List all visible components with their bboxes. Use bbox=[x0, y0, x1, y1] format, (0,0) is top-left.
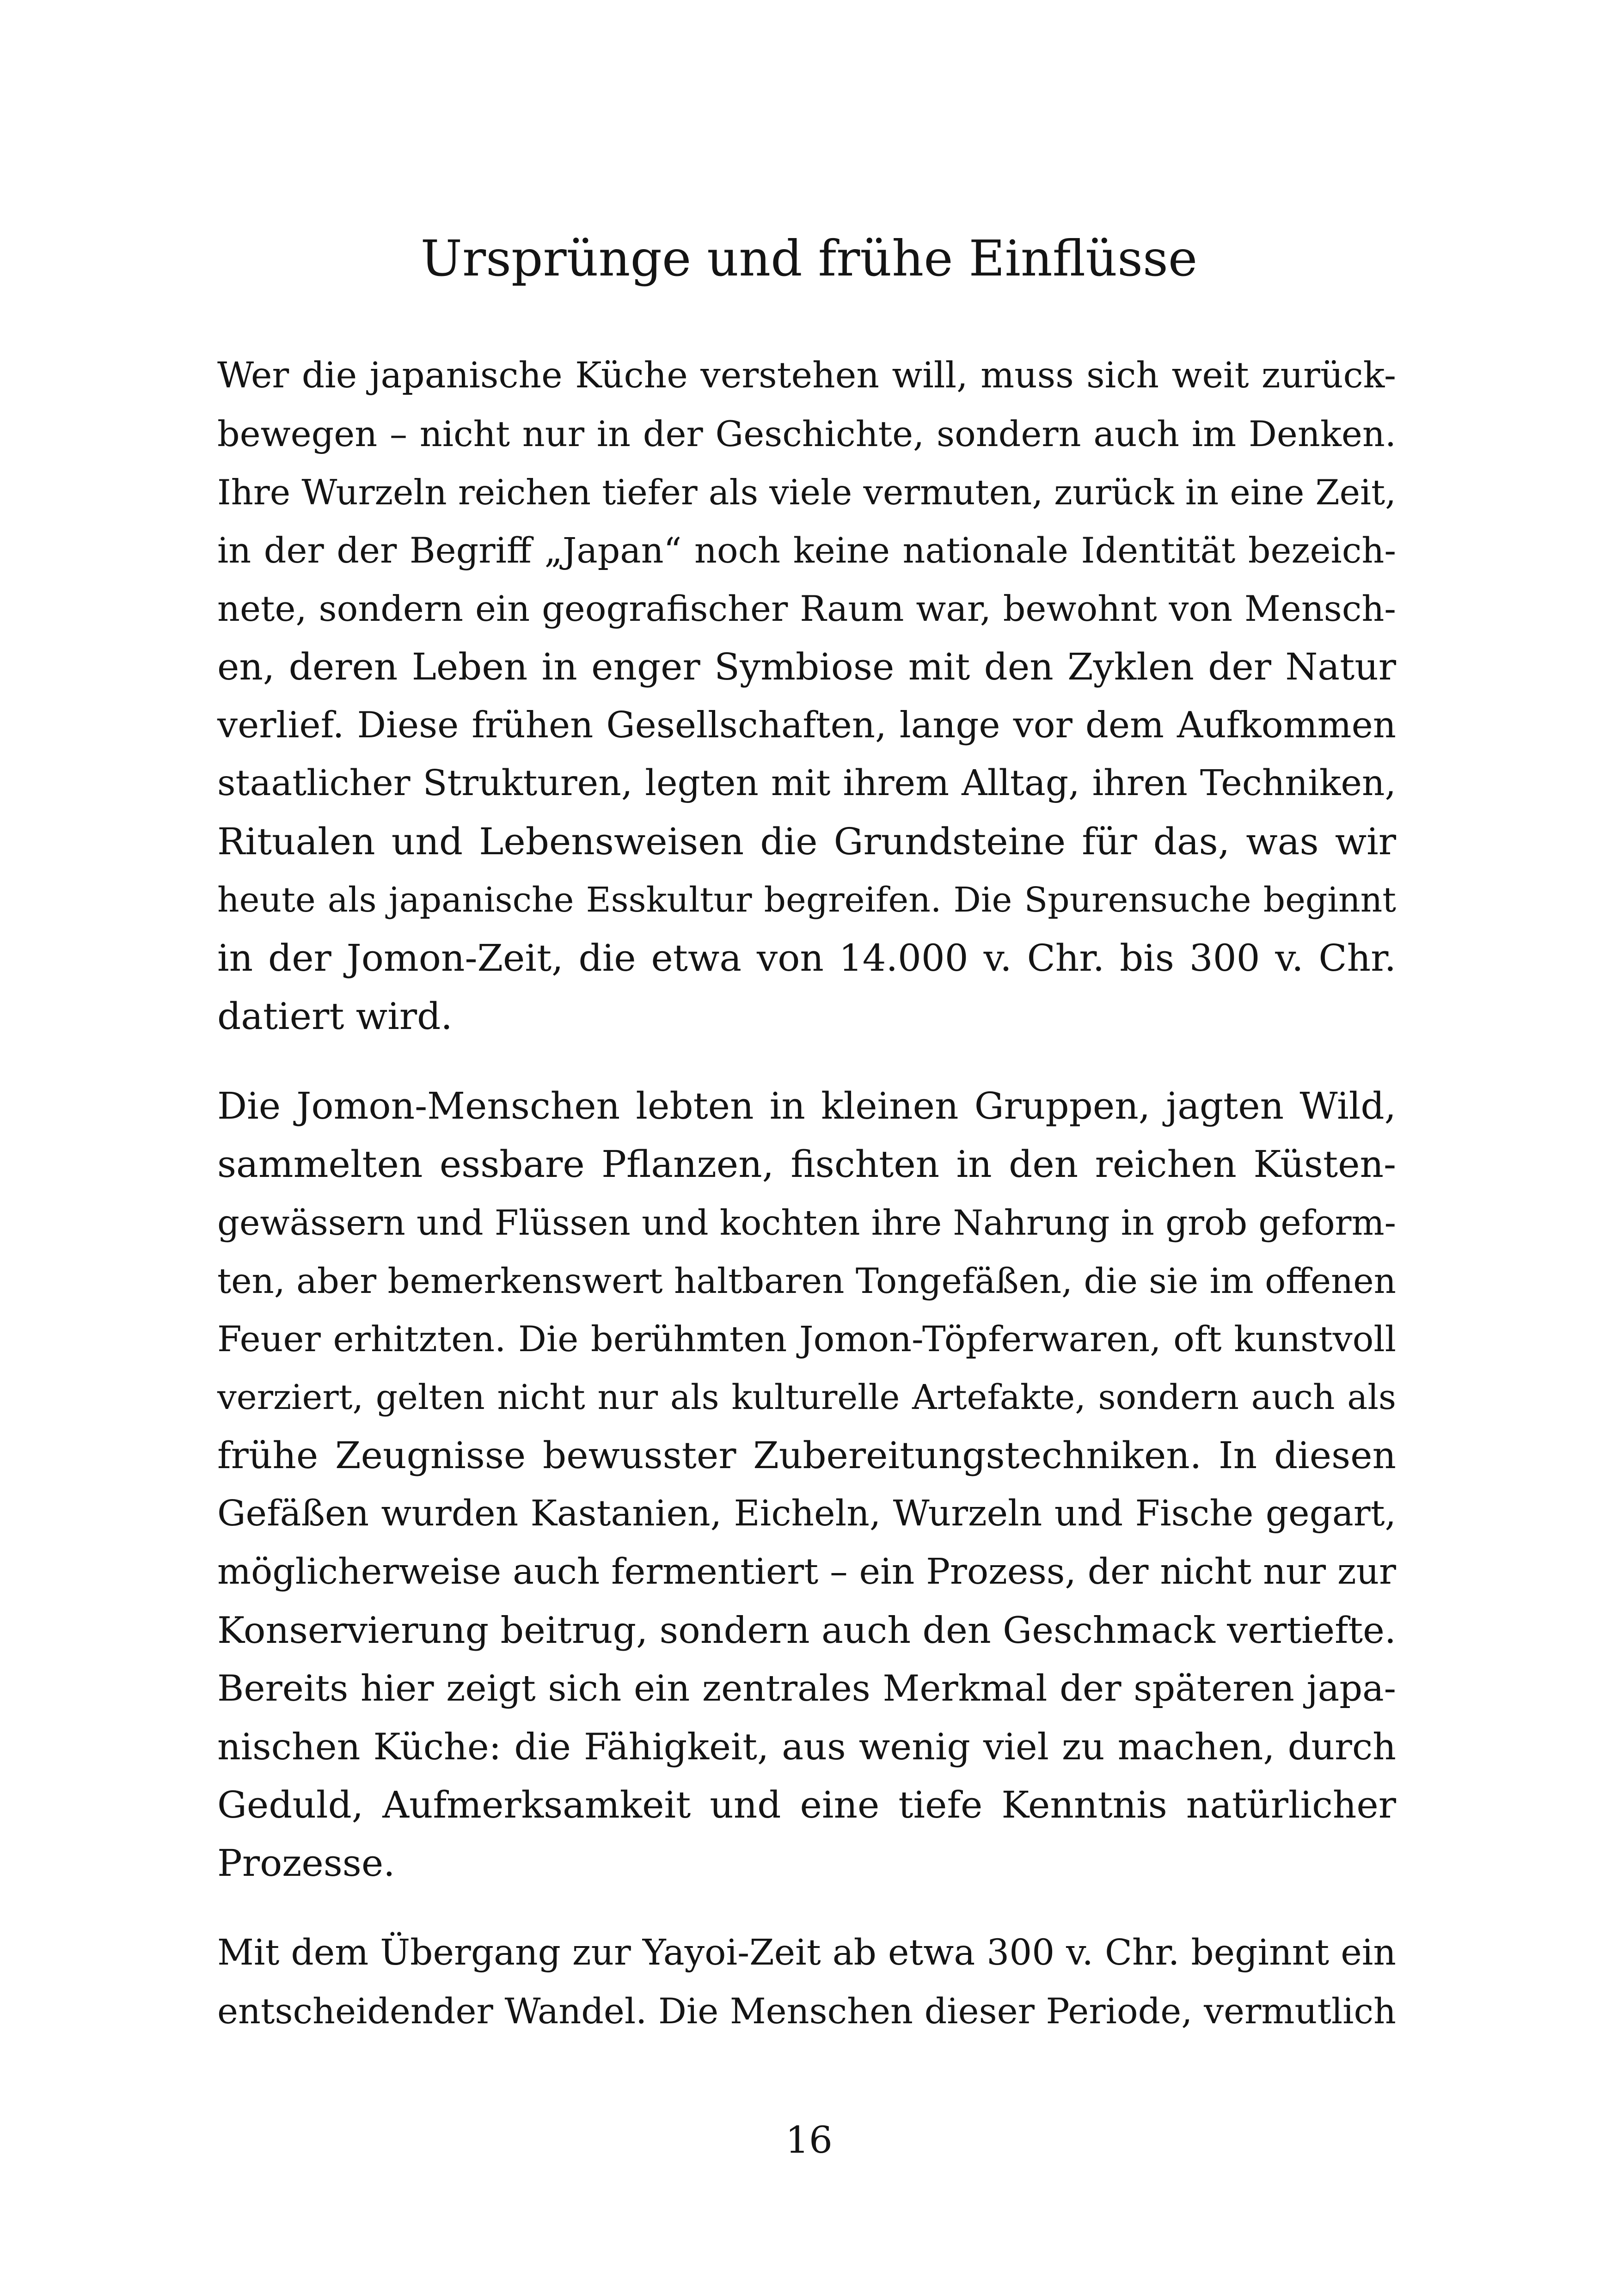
text-line: Geduld, Aufmerksamkeit und eine tiefe Kenntnis natürlicher bbox=[217, 1783, 1396, 1826]
text-line: gewässern und Flüssen und kochten ihre Nahrung in grob geform- bbox=[217, 1202, 1396, 1243]
text-line: nete, sondern ein geografischer Raum war, bewohnt von Mensch- bbox=[217, 588, 1396, 629]
text-line: bewegen – nicht nur in der Geschichte, sondern auch im Denken. bbox=[217, 413, 1396, 454]
text-line: Mit dem Übergang zur Yayoi-Zeit ab etwa 300 v. Chr. beginnt ein bbox=[217, 1932, 1396, 1973]
page-number: 16 bbox=[785, 2118, 833, 2161]
text-line: Prozesse. bbox=[217, 1842, 395, 1885]
text-line: verlief. Diese frühen Gesellschaften, lange vor dem Aufkommen bbox=[217, 704, 1396, 746]
text-line: frühe Zeugnisse bewusster Zubereitungstechniken. In diesen bbox=[217, 1434, 1396, 1477]
text-line: heute als japanische Esskultur begreifen. Die Spurensuche beginnt bbox=[217, 880, 1396, 920]
text-line: Feuer erhitzten. Die berühmten Jomon-Töpferwaren, oft kunstvoll bbox=[217, 1318, 1396, 1359]
text-line: Wer die japanische Küche verstehen will, muss sich weit zurück- bbox=[217, 355, 1396, 396]
text-line: möglicherweise auch fermentiert – ein Prozess, der nicht nur zur bbox=[217, 1551, 1396, 1592]
text-line: en, deren Leben in enger Symbiose mit den Zyklen der Natur bbox=[217, 645, 1396, 688]
text-line: sammelten essbare Pflanzen, fischten in den reichen Küsten- bbox=[217, 1143, 1396, 1186]
chapter-title: Ursprünge und frühe Einflüsse bbox=[420, 230, 1198, 288]
text-line: nischen Küche: die Fähigkeit, aus wenig viel zu machen, durch bbox=[217, 1726, 1396, 1768]
text-line: staatlicher Strukturen, legten mit ihrem Alltag, ihren Techniken, bbox=[217, 763, 1396, 804]
text-line: verziert, gelten nicht nur als kulturelle Artefakte, sondern auch als bbox=[217, 1378, 1396, 1417]
text-line: Ritualen und Lebensweisen die Grundsteine für das, was wir bbox=[217, 820, 1396, 863]
text-line: datiert wird. bbox=[217, 995, 453, 1038]
text-line: Konservierung beitrug, sondern auch den Geschmack vertiefte. bbox=[217, 1609, 1396, 1652]
text-line: in der Jomon-Zeit, die etwa von 14.000 v. Chr. bis 300 v. Chr. bbox=[217, 937, 1396, 980]
text-line: in der der Begriff „Japan“ noch keine nationale Identität bezeich- bbox=[217, 530, 1396, 571]
text-line: entscheidender Wandel. Die Menschen dieser Periode, vermutlich bbox=[217, 1990, 1396, 2032]
text-line: ten, aber bemerkenswert haltbaren Tongefäßen, die sie im offenen bbox=[217, 1261, 1396, 1301]
text-line: Bereits hier zeigt sich ein zentrales Merkmal der späteren japa- bbox=[217, 1668, 1396, 1709]
text-line: Ihre Wurzeln reichen tiefer als viele vermuten, zurück in eine Zeit, bbox=[217, 472, 1396, 513]
text-line: Die Jomon-Menschen lebten in kleinen Gruppen, jagten Wild, bbox=[217, 1084, 1396, 1127]
text-line: Gefäßen wurden Kastanien, Eicheln, Wurzeln und Fische gegart, bbox=[217, 1493, 1396, 1534]
